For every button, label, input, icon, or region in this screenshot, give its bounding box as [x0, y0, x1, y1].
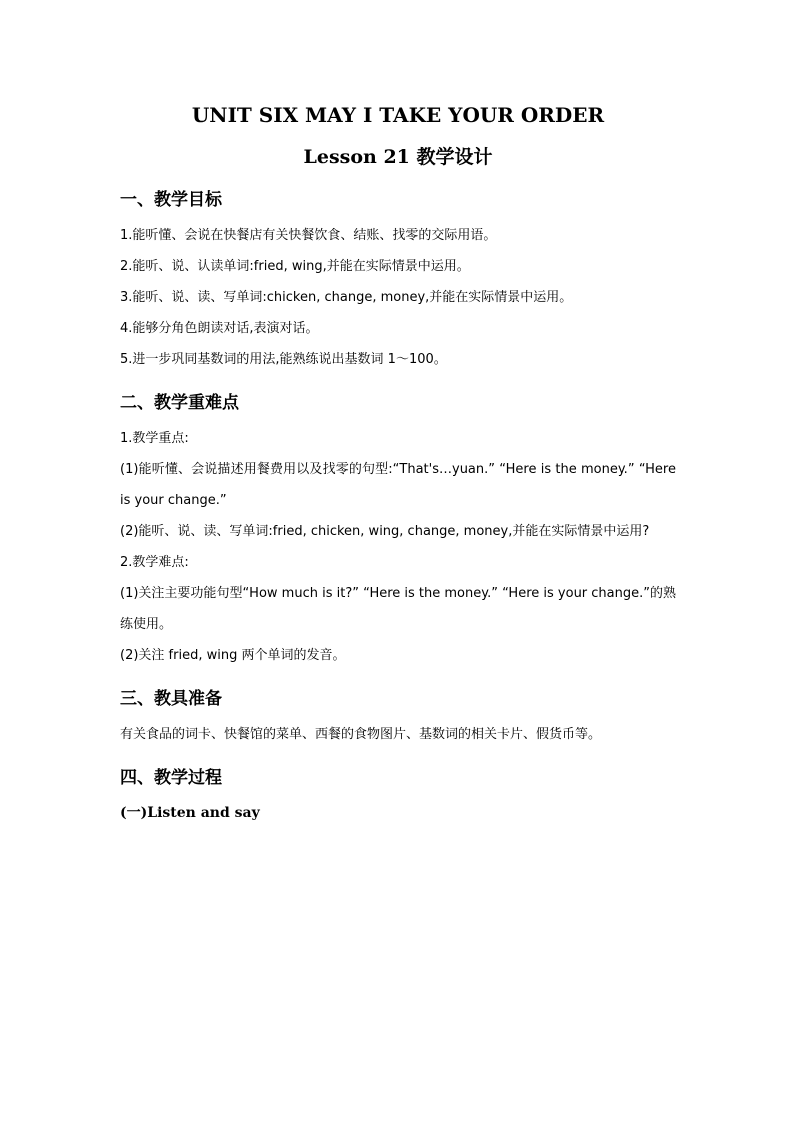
section-materials [120, 685, 676, 750]
section-heading: 二、教学重难点 [120, 393, 239, 413]
section-key-points [120, 389, 676, 671]
paragraph: 1.能听懂、会说在快餐店有关快餐饮食、结账、找零的交际用语。 [120, 228, 497, 243]
section-heading: 四、教学过程 [120, 768, 222, 788]
section-heading: 一、教学目标 [120, 190, 222, 210]
paragraph: 3.能听、说、读、写单词:chicken, change, money,并能在实际情景中运用。 [120, 290, 573, 305]
paragraph: (2)关注 fried, wing 两个单词的发音。 [120, 648, 346, 663]
paragraph: (1)关注主要功能句型“How much is it?” “Here is the money.” “Here is your change.”的熟练使用。 [120, 586, 676, 632]
document-content [120, 100, 676, 829]
paragraph: 有关食品的词卡、快餐馆的菜单、西餐的食物图片、基数词的相关卡片、假货币等。 [120, 727, 602, 742]
paragraph: (1)能听懂、会说描述用餐费用以及找零的句型:“That's…yuan.” “Here is the money.” “Here is your change.” [120, 462, 676, 508]
paragraph: 5.进一步巩同基数词的用法,能熟练说出基数词 1～100。 [120, 352, 447, 367]
paragraph: 1.教学重点: [120, 431, 189, 446]
document-title: UNIT SIX MAY I TAKE YOUR ORDER [191, 103, 605, 127]
subsection-heading: (一)Listen and say [120, 805, 260, 821]
paragraph: 2.教学难点: [120, 555, 189, 570]
section-process [120, 764, 676, 829]
section-objectives [120, 186, 676, 375]
document-subtitle: Lesson 21 教学设计 [303, 146, 493, 168]
paragraph: 4.能够分角色朗读对话,表演对话。 [120, 321, 319, 336]
section-heading: 三、教具准备 [120, 689, 222, 709]
paragraph: (2)能听、说、读、写单词:fried, chicken, wing, change, money,并能在实际情景中运用? [120, 524, 650, 539]
paragraph: 2.能听、说、认读单词:fried, wing,并能在实际情景中运用。 [120, 259, 470, 274]
